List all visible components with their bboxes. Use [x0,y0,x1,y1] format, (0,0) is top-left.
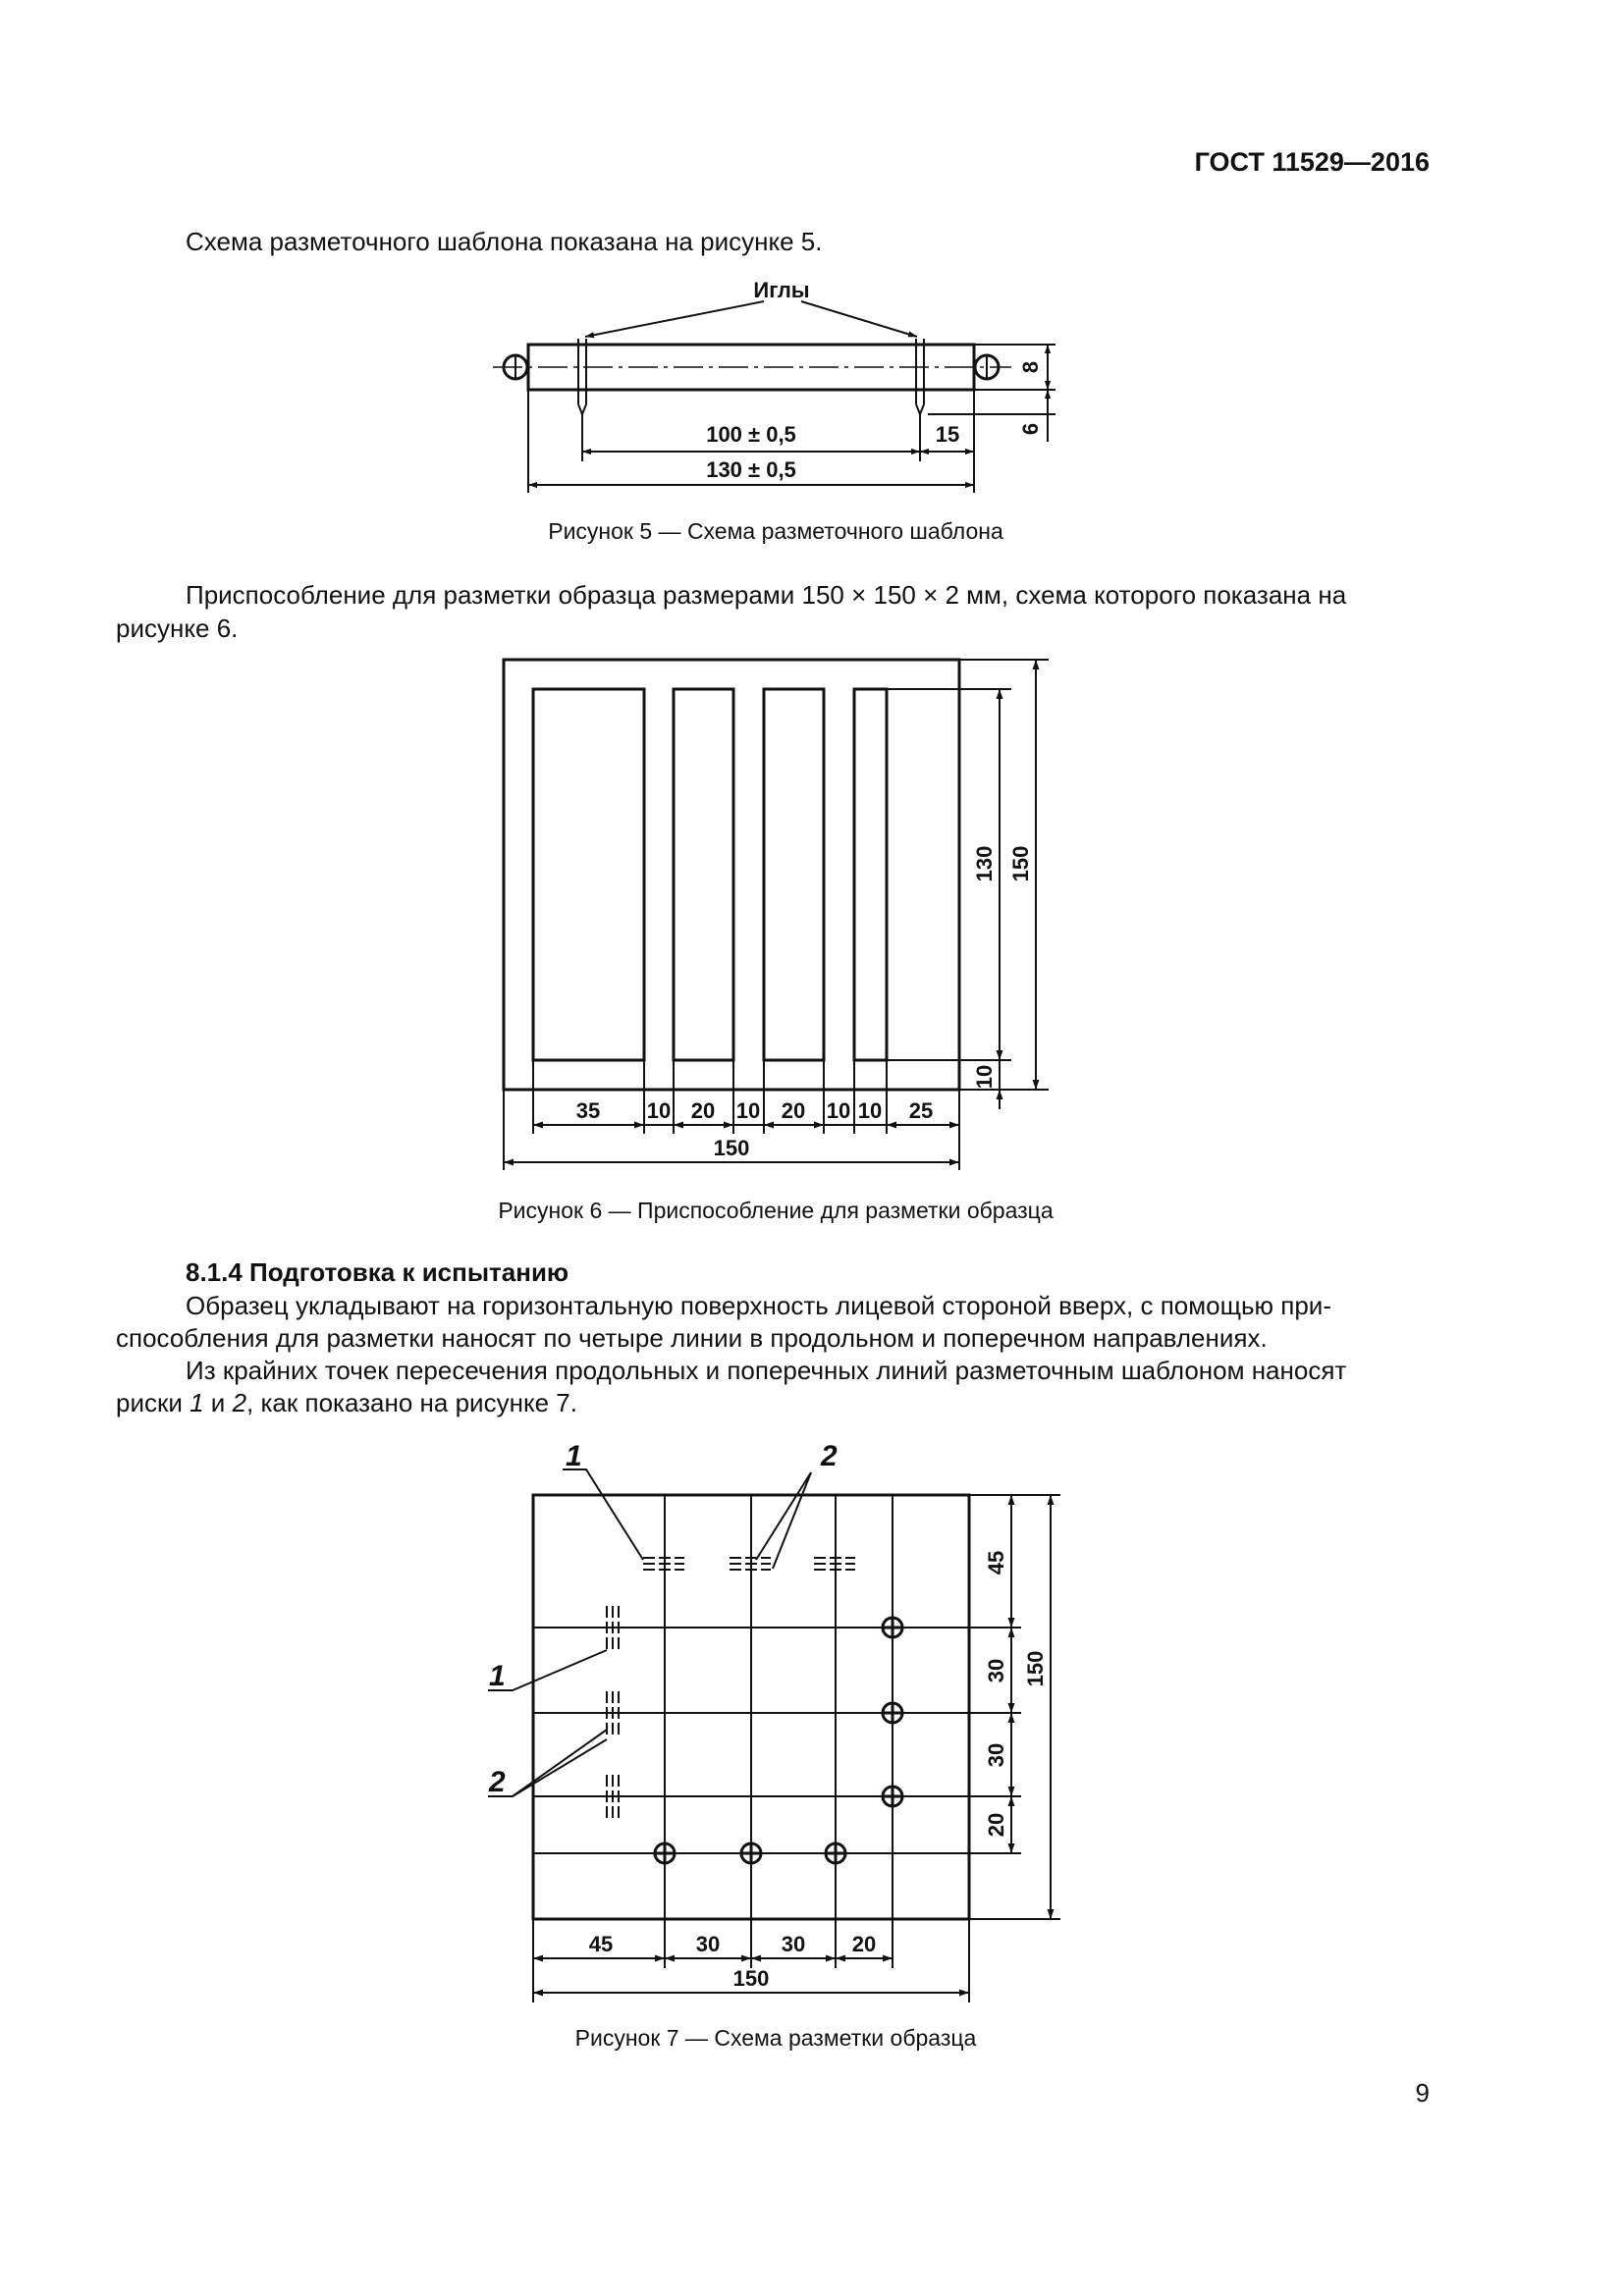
slot-1 [533,689,644,1060]
dim-total-width: 150 [713,1136,750,1160]
section-title: 8.1.4 Подготовка к испытанию [186,1257,569,1287]
figure6-caption: Рисунок 6 — Приспособление для разметки образца [498,1198,1054,1223]
risk-label-2-top: 2 [821,1440,838,1472]
risk-label-2-left: 2 [489,1766,506,1798]
mark-2-ref: 2 [232,1388,247,1417]
risk-label-1-top: 1 [566,1440,582,1472]
dim-bottom-2: 10 [646,1098,672,1123]
dim-bottom-2: 30 [695,1932,721,1956]
figure7-specimen-marking-diagram [471,1428,1090,2017]
fixture-plate [504,660,959,1090]
slot-4 [854,689,887,1060]
dim-total-width: 150 [732,1966,770,1991]
dim-right-4: 20 [984,1812,1008,1838]
figure6-marking-fixture-diagram [491,648,1060,1178]
paragraph-marks-line1: Из крайних точек пересечения продольных и поперечных линий разметочным шаблоном наносят [186,1356,1347,1385]
paragraph-preparation-line1: Образец укладывают на горизонтальную поверхность лицевой стороной вверх, с помощью при- [186,1291,1331,1320]
dim-right-1: 45 [984,1550,1008,1575]
dim-needle-offset: 15 [935,422,960,447]
dim-bottom-8: 25 [908,1098,934,1123]
dim-bottom-7: 10 [857,1098,883,1123]
dim-total-height: 150 [1008,845,1033,882]
dim-bottom-5: 20 [781,1098,806,1123]
paragraph-figure5-reference: Схема разметочного шаблона показана на рисунке 5. [186,227,823,256]
document-code: ГОСТ 11529—2016 [1194,147,1430,177]
dim-thickness: 8 [1018,360,1043,374]
dim-bottom-1: 35 [575,1098,601,1123]
dim-bottom-4: 10 [735,1098,761,1123]
slot-2 [674,689,733,1060]
dim-bottom-4: 20 [851,1932,877,1956]
dim-bottom-1: 45 [588,1932,614,1956]
figure7-caption: Рисунок 7 — Схема разметки образца [574,2025,977,2051]
mark-1-ref: 1 [189,1388,204,1417]
needles-label: Иглы [753,278,810,302]
dim-total-height: 150 [1023,1650,1048,1687]
paragraph-marks-line2: риски 1 и 2, как показано на рисунке 7. [116,1388,577,1417]
dim-bottom-margin: 10 [972,1064,997,1090]
dim-bottom-3: 30 [781,1932,806,1956]
page-number: 9 [1415,2078,1430,2108]
figure5-template-diagram [491,265,1080,496]
dim-total-length: 130 ± 0,5 [706,457,796,482]
dim-right-2: 30 [984,1658,1008,1683]
dim-right-3: 30 [984,1742,1008,1768]
dim-needle-spacing: 100 ± 0,5 [706,422,796,447]
slot-3 [764,689,824,1060]
dim-needle-projection: 6 [1018,422,1043,436]
needle-right [916,339,924,414]
dim-bottom-3: 20 [690,1098,716,1123]
needle-left [578,339,586,414]
paragraph-preparation-line2: способления для разметки наносят по четыре линии в продольном и поперечном направлениях. [116,1323,1268,1353]
dim-bottom-6: 10 [826,1098,851,1123]
figure5-caption: Рисунок 5 — Схема разметочного шаблона [548,518,1003,544]
paragraph-figure6-reference-line2: рисунке 6. [116,614,239,643]
risk-label-1-left: 1 [489,1660,506,1692]
paragraph-figure6-reference-line1: Приспособление для разметки образца размерами 150 × 150 × 2 мм, схема которого показана на [186,580,1347,610]
dim-slot-height: 130 [972,845,997,882]
